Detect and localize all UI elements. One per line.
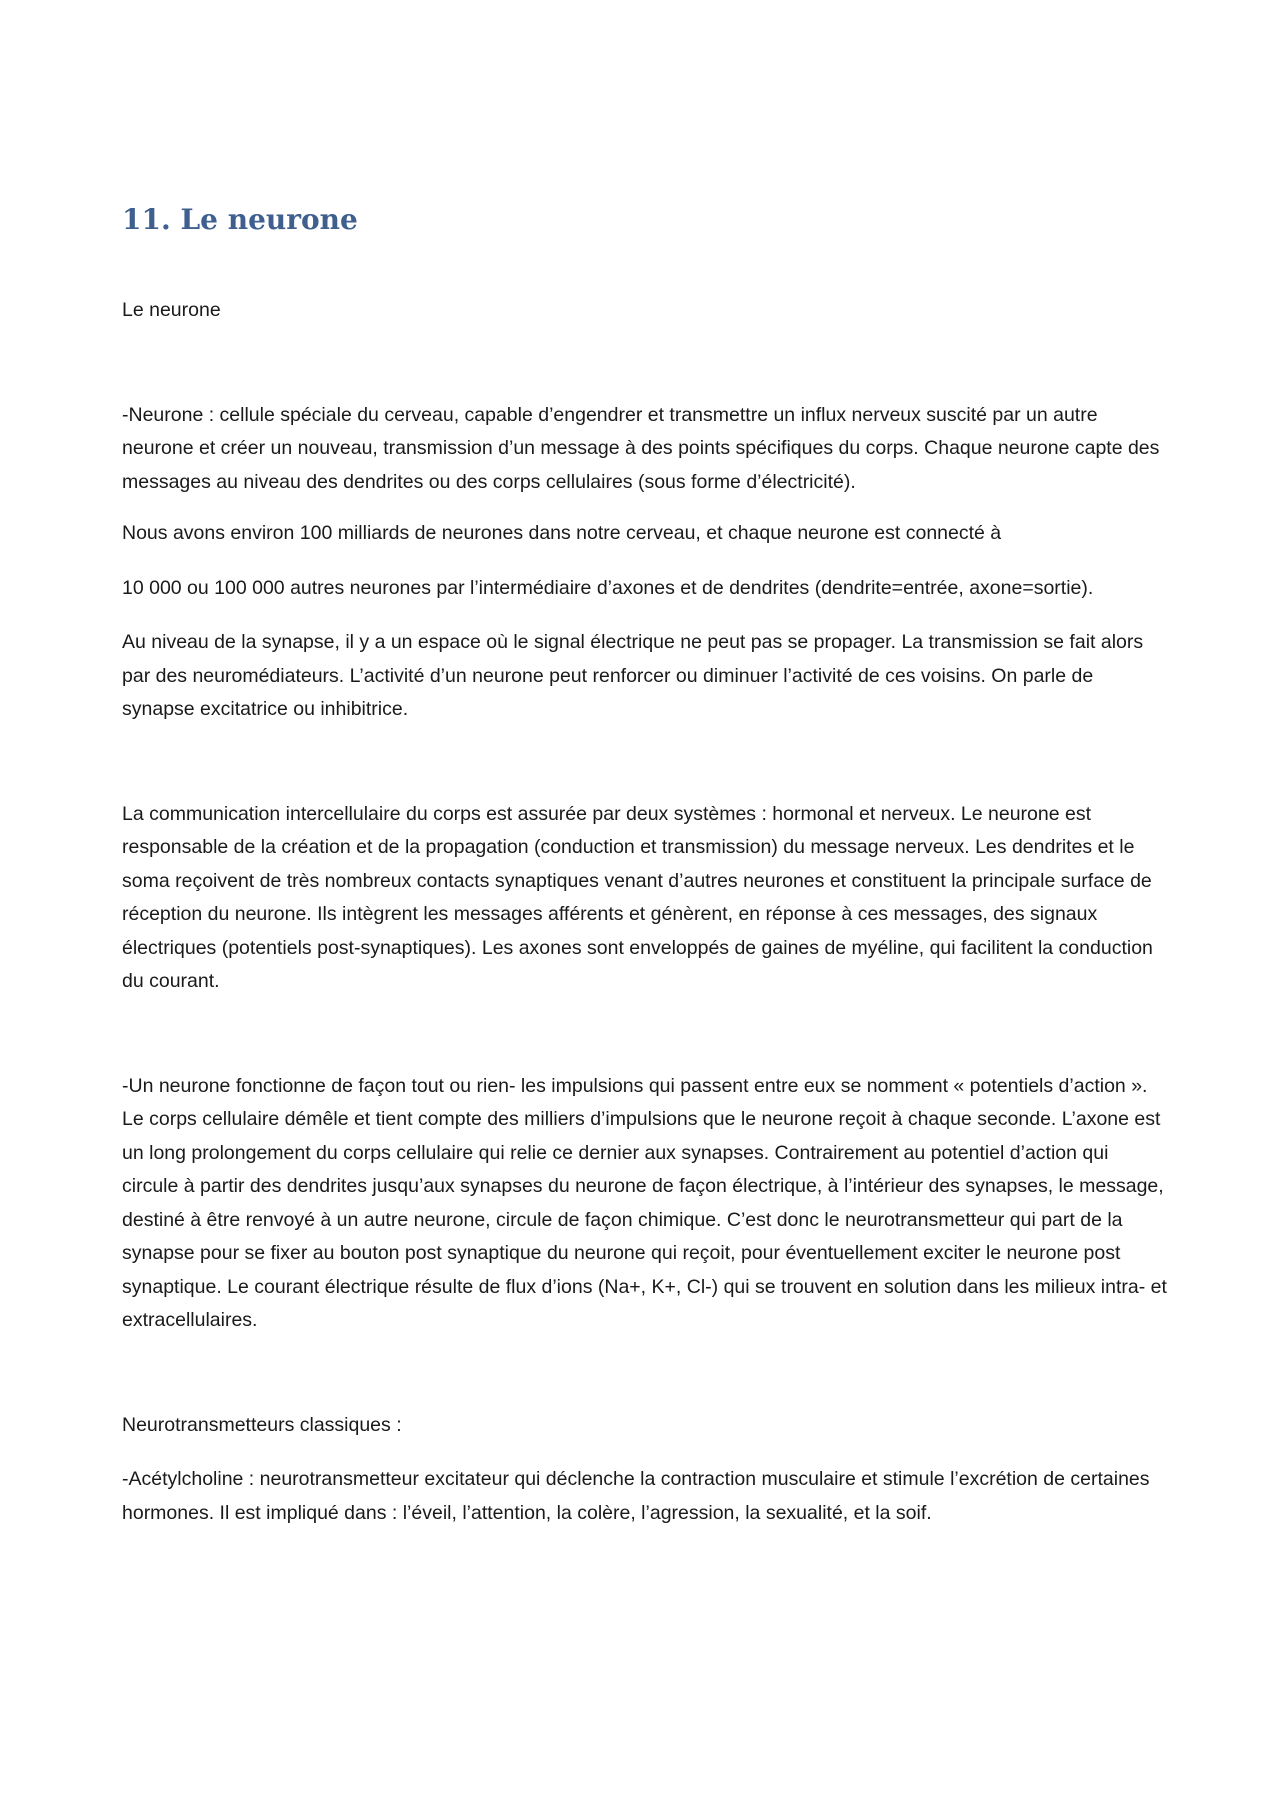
paragraph-connections: 10 000 ou 100 000 autres neurones par l’intermédiaire d’axones et de dendrites (dendrite=entrée, axone=sortie). xyxy=(122,576,1094,599)
section-subtitle: Le neurone xyxy=(122,299,221,321)
paragraph-acetylcholine: -Acétylcholine : neurotransmetteur excitateur qui déclenche la contraction musculaire et stimule l’excrétion de certaines hormones. Il est impliqué dans : l’éveil, l’attention, la colère, l’agression, la sexualité, et la soif. xyxy=(122,1468,1150,1524)
paragraph-neuron-count: Nous avons environ 100 milliards de neurones dans notre cerveau, et chaque neurone est connecté à xyxy=(122,522,1002,544)
paragraph-synapse: Au niveau de la synapse, il y a un espace où le signal électrique ne peut pas se propager. La transmission se fait alors par des neuromédiateurs. L’activité d’un neurone peut renforcer ou diminuer l’activité de ces voisins. On parle de synapse excitatrice ou inhibitrice. xyxy=(122,631,1144,720)
section-heading: 11. Le neurone xyxy=(122,203,358,236)
paragraph-communication: La communication intercellulaire du corps est assurée par deux systèmes : hormonal et nerveux. Le neurone est responsable de la création et de la propagation (conduction et transmission) du message nerveux. Les dendrites et le soma reçoivent de très nombreux contacts synaptiques venant d’autres neurones et constituent la principale surface de réception du neurone. Ils intègrent les messages afférents et génèrent, en réponse à ces messages, des signaux électriques (potentiels post-synaptiques). Les axones sont enveloppés de gaines de myéline, qui facilitent la conduction du courant. xyxy=(122,802,1153,992)
document-body xyxy=(122,200,1170,1530)
paragraph-neurone-definition: -Neurone : cellule spéciale du cerveau, capable d’engendrer et transmettre un influx nerveux suscité par un autre neurone et créer un nouveau, transmission d’un message à des points spécifiques du corps. Chaque neurone capte des messages au niveau des dendrites ou des corps cellulaires (sous forme d’électricité). xyxy=(122,403,1160,493)
paragraph-action-potential: -Un neurone fonctionne de façon tout ou rien- les impulsions qui passent entre eux se nomment « potentiels d’action ». Le corps cellulaire démêle et tient compte des milliers d’impulsions que le neurone reçoit à chaque seconde. L’axone est un long prolongement du corps cellulaire qui relie ce dernier aux synapses. Contrairement au potentiel d’action qui circule à partir des dendrites jusqu’aux synapses du neurone de façon électrique, à l’intérieur des synapses, le message, destiné à être renvoyé à un autre neurone, circule de façon chimique. C’est donc le neurotransmetteur qui part de la synapse pour se fixer au bouton post synaptique du neurone qui reçoit, pour éventuellement exciter le neurone post synaptique. Le courant électrique résulte de flux d’ions (Na+, K+, Cl-) qui se trouvent en solution dans les milieux intra- et extracellulaires. xyxy=(122,1074,1167,1331)
paragraph-neurotransmitters-title: Neurotransmetteurs classiques : xyxy=(122,1413,402,1436)
